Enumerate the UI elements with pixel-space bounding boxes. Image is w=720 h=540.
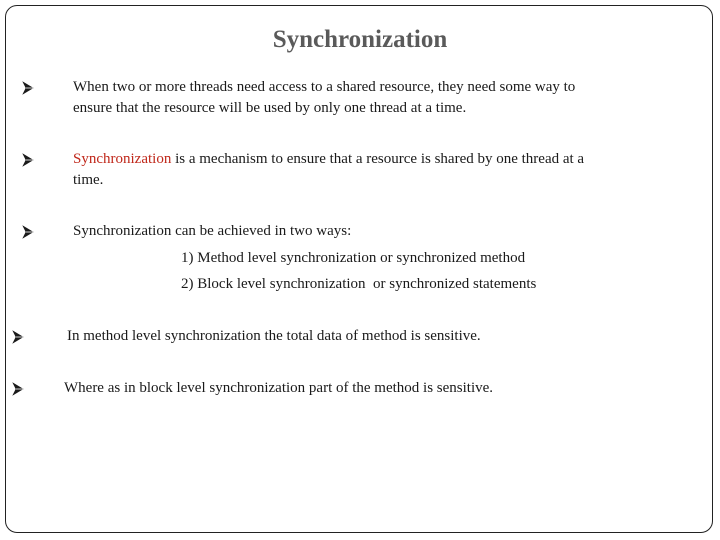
slide-title: Synchronization [272,26,448,53]
synchronization-term: Synchronization [73,151,172,167]
bullet-1-line-1: When two or more threads need access to a shared resource, they need some way to [73,79,576,95]
bullet-1-line-2: ensure that the resource will be used by only one thread at a time. [73,100,467,116]
bullet-3-text: Synchronization can be achieved in two ways: [73,223,352,239]
bullet-2-line-2: time. [73,172,104,188]
bullet-2-line-1-rest: is a mechanism to ensure that a resource is shared by one thread at a [171,151,585,167]
bullet-4-text: In method level synchronization the total data of method is sensitive. [67,328,481,344]
arrow-bullet-icon [22,81,34,95]
bullet-2-line-1 [73,149,584,170]
sub-item-block-level: 2) Block level synchronization or synchronized statements [181,276,537,292]
arrow-bullet-icon [12,382,24,396]
bullet-5-text: Where as in block level synchronization part of the method is sensitive. [64,380,494,396]
arrow-bullet-icon [22,225,34,239]
sub-item-method-level: 1) Method level synchronization or synchronized method [181,250,526,266]
arrow-bullet-icon [22,153,34,167]
arrow-bullet-icon [12,330,24,344]
